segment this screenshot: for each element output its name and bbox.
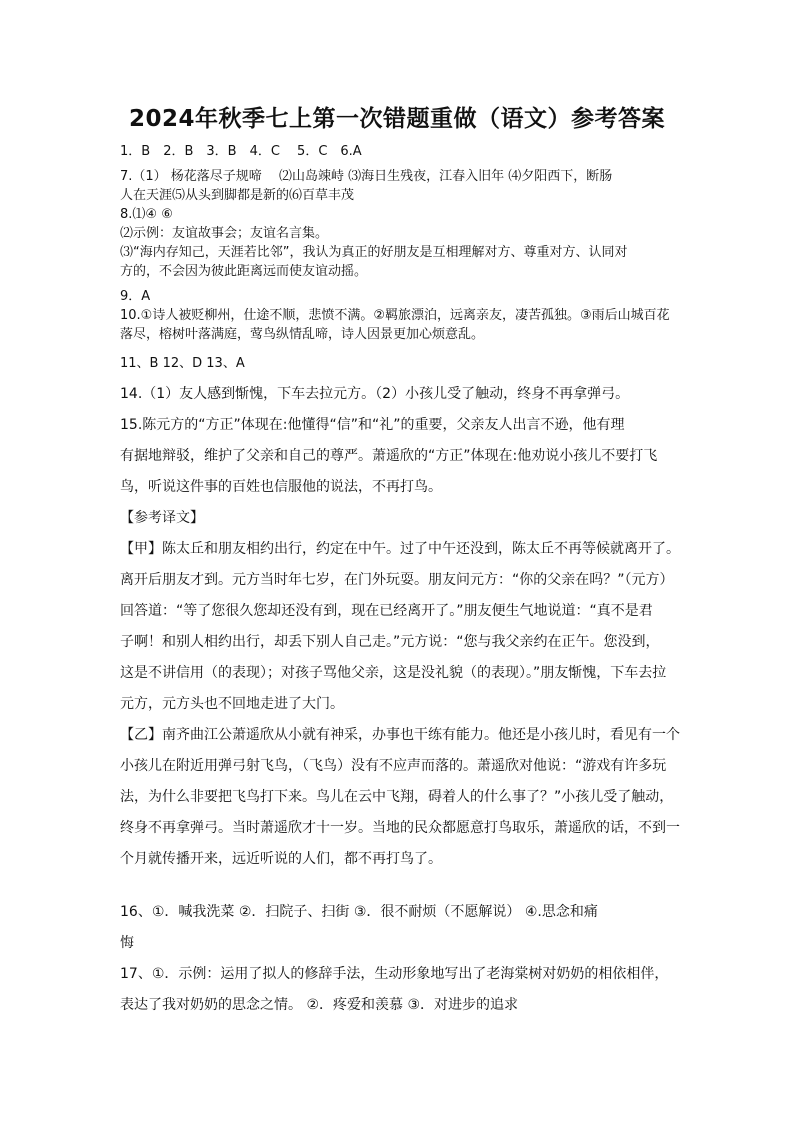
translation-jia-line-5: 这是不讲信用（的表现）；对孩子骂他父亲，这是没礼貌（的表现）。”朋友惭愧，下车去拉: [120, 665, 667, 681]
translation-jia-line-2: 离开后朋友才到。元方当时年七岁，在门外玩耍。朋友问元方：“你的父亲在吗？”（元方）: [120, 572, 674, 588]
answer-15-line-1: 15.陈元方的“方正”体现在:他懂得“信”和“礼”的重要，父亲友人出言不逊，他有理: [120, 417, 625, 433]
answer-17-line-2: 表达了我对奶奶的思念之情。 ②．疼爱和羡慕 ③．对进步的追求: [120, 997, 519, 1013]
answer-8-3-line-1: ⑶“海内存知己，天涯若比邻”，我认为真正的好朋友是互相理解对方、尊重对方、认同对: [120, 245, 628, 260]
answer-17-line-1: 17、①．示例：运用了拟人的修辞手法，生动形象地写出了老海棠树对奶奶的相依相伴，: [120, 966, 669, 982]
translation-yi-line-1: 【乙】南齐曲江公萧遥欣从小就有神采，办事也干练有能力。他还是小孩儿时，看见有一个: [120, 727, 680, 743]
translation-yi-line-2: 小孩儿在附近用弹弓射飞鸟，（飞鸟）没有不应声而落的。萧遥欣对他说：“游戏有许多玩: [120, 758, 667, 774]
answer-7-line-2: 人在天涯⑸从头到脚都是新的⑹百草丰茂: [120, 188, 355, 203]
document-title: 2024年秋季七上第一次错题重做（语文）参考答案: [128, 106, 665, 132]
translation-yi-line-3: 法，为什么非要把飞鸟打下来。鸟儿在云中飞翔，碍着人的什么事了？”小孩儿受了触动，: [120, 789, 674, 805]
translation-yi-line-5: 个月就传播开来，远近听说的人们，都不再打鸟了。: [120, 851, 442, 867]
answer-14: 14.（1）友人感到惭愧，下车去拉元方。（2）小孩儿受了触动，终身不再拿弹弓。: [120, 386, 630, 402]
answer-content: [120, 142, 680, 1021]
answer-8-1: 8.⑴④ ⑥: [120, 207, 173, 222]
translation-jia-line-3: 回答道：“等了您很久您却还没有到，现在已经离开了。”朋友便生气地说道：“真不是君: [120, 603, 653, 619]
translation-jia-line-4: 子啊！和别人相约出行，却丢下别人自己走。”元方说：“您与我父亲约在正午。您没到，: [120, 634, 660, 650]
answer-10-line-1: 10.①诗人被贬柳州，仕途不顺，悲愤不满。②羁旅漂泊，远离亲友，凄苦孤独。③雨后山城百花: [120, 308, 670, 323]
translation-heading: 【参考译文】: [120, 510, 204, 526]
answer-7-line-1: 7.（1） 杨花落尽子规啼 ⑵山岛竦峙 ⑶海日生残夜，江春入旧年 ⑷夕阳西下，断肠: [120, 169, 613, 184]
answer-11-13: 11、B 12、D 13、A: [120, 356, 245, 371]
answer-10-line-2: 落尽，榕树叶落满庭，莺鸟纵情乱啼，诗人因景更加心烦意乱。: [120, 327, 485, 342]
answer-15-line-2: 有据地辩驳，维护了父亲和自己的尊严。萧遥欣的“方正”体现在:他劝说小孩儿不要打飞: [120, 448, 658, 464]
answer-8-3-line-2: 方的，不会因为彼此距离远而使友谊动摇。: [120, 264, 368, 279]
translation-jia-line-6: 元方，元方头也不回地走进了大门。: [120, 696, 344, 712]
answer-9: 9．A: [120, 289, 151, 304]
answer-16-line-1: 16、①．喊我洗菜 ②．扫院子、扫街 ③．很不耐烦（不愿解说） ④.思念和痛: [120, 904, 598, 920]
answer-16-line-2: 悔: [120, 935, 134, 951]
translation-yi-line-4: 终身不再拿弹弓。当时萧遥欣才十一岁。当地的民众都愿意打鸟取乐，萧遥欣的话，不到一: [120, 820, 680, 836]
answer-15-line-3: 鸟，听说这件事的百姓也信服他的说法，不再打鸟。: [120, 479, 442, 495]
translation-jia-line-1: 【甲】陈太丘和朋友相约出行，约定在中午。过了中午还没到，陈太丘不再等候就离开了。: [120, 541, 680, 557]
answer-8-2: ⑵示例：友谊故事会；友谊名言集。: [120, 226, 329, 241]
answer-1-6: 1．B 2．B 3．B 4．C 5．C 6.A: [120, 144, 362, 159]
